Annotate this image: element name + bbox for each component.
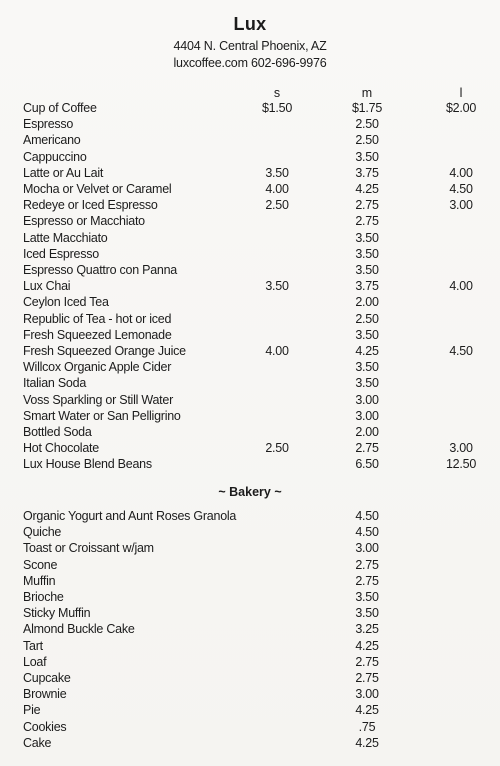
bakery-row — [0, 719, 500, 735]
price-medium: 2.50 — [355, 133, 379, 148]
bakery-row — [0, 557, 500, 573]
price-large: 4.50 — [449, 182, 473, 196]
item-price: 3.00 — [355, 687, 379, 702]
menu-row — [0, 197, 500, 213]
item-name: Brioche — [23, 590, 64, 604]
price-large: 3.00 — [449, 198, 473, 213]
item-name: Espresso — [23, 117, 74, 132]
item-name: Ceylon Iced Tea — [23, 295, 109, 310]
item-price: 4.50 — [355, 509, 379, 523]
menu-row — [0, 311, 500, 327]
bakery-row — [0, 524, 500, 540]
price-small: 3.50 — [265, 165, 289, 180]
item-name: Cappuccino — [23, 149, 87, 164]
item-name: Fresh Squeezed Orange Juice — [23, 344, 186, 358]
bakery-row — [0, 638, 500, 654]
item-name: Loaf — [23, 654, 47, 669]
menu-row — [0, 392, 500, 408]
bakery-row — [0, 573, 500, 589]
price-medium: 2.50 — [355, 117, 379, 132]
item-name: Scone — [23, 557, 58, 572]
price-medium: 3.75 — [355, 279, 379, 294]
item-name: Mocha or Velvet or Caramel — [23, 182, 172, 196]
menu-row — [0, 456, 500, 472]
column-header-medium: m — [361, 86, 373, 100]
item-price: 3.50 — [355, 606, 379, 621]
item-price: 2.75 — [355, 671, 379, 685]
price-medium: 4.25 — [355, 182, 379, 196]
item-price: 3.25 — [355, 622, 379, 637]
item-name: Cake — [23, 735, 52, 750]
menu-row — [0, 132, 500, 148]
item-price: 3.50 — [355, 590, 379, 604]
price-large: 4.00 — [449, 279, 473, 294]
item-name: Brownie — [23, 687, 67, 702]
menu-row — [0, 327, 500, 343]
price-small: 2.50 — [265, 441, 289, 456]
item-name: Americano — [23, 133, 81, 148]
item-name: Latte Macchiato — [23, 230, 108, 245]
bakery-row — [0, 540, 500, 556]
menu-row — [0, 359, 500, 375]
item-name: Iced Espresso — [23, 246, 99, 261]
item-price: 3.00 — [355, 541, 379, 556]
item-name: Republic of Tea - hot or iced — [23, 311, 172, 326]
item-name: Cupcake — [23, 671, 71, 685]
item-name: Toast or Croissant w/jam — [23, 541, 154, 556]
column-header-small: s — [273, 86, 281, 100]
price-medium: 3.50 — [355, 230, 379, 245]
item-price: 4.25 — [355, 638, 379, 653]
column-header-large: l — [459, 86, 463, 100]
bakery-row — [0, 735, 500, 751]
bakery-section-title: ~ Bakery ~ — [218, 485, 282, 499]
item-name: Lux House Blend Beans — [23, 457, 152, 472]
item-name: Organic Yogurt and Aunt Roses Granola — [23, 509, 237, 523]
item-name: Espresso or Macchiato — [23, 214, 145, 229]
price-small: 2.50 — [265, 198, 289, 213]
item-name: Sticky Muffin — [23, 606, 91, 621]
price-large: 4.50 — [449, 344, 473, 358]
price-medium: 4.25 — [355, 344, 379, 358]
price-medium: 3.50 — [355, 246, 379, 261]
price-medium: 2.00 — [355, 295, 379, 310]
menu-row — [0, 343, 500, 359]
page-title: Lux — [233, 14, 267, 34]
item-name: Tart — [23, 638, 43, 653]
bakery-row — [0, 702, 500, 718]
contact-line: luxcoffee.com 602-696-9976 — [173, 56, 327, 70]
item-name: Voss Sparkling or Still Water — [23, 392, 173, 407]
menu-row — [0, 149, 500, 165]
item-name: Hot Chocolate — [23, 441, 99, 456]
bakery-row — [0, 508, 500, 524]
item-name: Pie — [23, 703, 41, 718]
menu-row — [0, 246, 500, 262]
item-price: 2.75 — [355, 557, 379, 572]
price-medium: 2.50 — [355, 311, 379, 326]
menu-row — [0, 262, 500, 278]
bakery-row — [0, 654, 500, 670]
item-name: Muffin — [23, 573, 56, 588]
bakery-row — [0, 605, 500, 621]
menu-row — [0, 408, 500, 424]
item-name: Quiche — [23, 525, 62, 540]
menu-row — [0, 100, 500, 116]
item-name: Italian Soda — [23, 376, 87, 391]
price-small: 3.50 — [265, 279, 289, 294]
menu-row — [0, 181, 500, 197]
item-price: .75 — [358, 719, 376, 734]
item-name: Latte or Au Lait — [23, 165, 104, 180]
price-small: 4.00 — [265, 344, 289, 358]
item-name: Cookies — [23, 719, 67, 734]
bakery-row — [0, 589, 500, 605]
item-name: Almond Buckle Cake — [23, 622, 135, 637]
price-large: $2.00 — [445, 101, 477, 115]
item-name: Fresh Squeezed Lemonade — [23, 327, 172, 342]
item-name: Bottled Soda — [23, 425, 92, 439]
menu-row — [0, 165, 500, 181]
price-medium: 2.75 — [355, 214, 379, 229]
menu-row — [0, 375, 500, 391]
price-medium: 2.00 — [355, 425, 379, 439]
price-medium: 2.75 — [355, 198, 379, 213]
item-price: 2.75 — [355, 654, 379, 669]
price-medium: 3.00 — [355, 408, 379, 423]
menu-row — [0, 424, 500, 440]
item-name: Lux Chai — [23, 279, 71, 294]
item-price: 4.50 — [355, 525, 379, 540]
price-medium: 3.50 — [355, 360, 379, 375]
price-medium: 3.50 — [355, 263, 379, 277]
bakery-row — [0, 670, 500, 686]
address-line: 4404 N. Central Phoenix, AZ — [173, 39, 327, 53]
item-name: Espresso Quattro con Panna — [23, 263, 178, 277]
price-small: 4.00 — [265, 182, 289, 196]
price-large: 4.00 — [449, 165, 473, 180]
item-name: Smart Water or San Pelligrino — [23, 408, 181, 423]
bakery-row — [0, 621, 500, 637]
item-name: Cup of Coffee — [23, 101, 97, 115]
price-medium: 3.75 — [355, 165, 379, 180]
menu-row — [0, 213, 500, 229]
item-price: 2.75 — [355, 573, 379, 588]
menu-row — [0, 278, 500, 294]
menu-row — [0, 116, 500, 132]
price-medium: 3.00 — [355, 392, 379, 407]
price-small: $1.50 — [261, 101, 293, 115]
price-large: 12.50 — [445, 457, 477, 472]
item-name: Redeye or Iced Espresso — [23, 198, 158, 213]
price-medium: $1.75 — [351, 101, 383, 115]
item-price: 4.25 — [355, 703, 379, 718]
price-medium: 3.50 — [355, 149, 379, 164]
price-large: 3.00 — [449, 441, 473, 456]
menu-row — [0, 440, 500, 456]
bakery-row — [0, 686, 500, 702]
price-medium: 2.75 — [355, 441, 379, 456]
menu-row — [0, 230, 500, 246]
price-medium: 3.50 — [355, 327, 379, 342]
item-price: 4.25 — [355, 735, 379, 750]
price-medium: 6.50 — [355, 457, 379, 472]
price-medium: 3.50 — [355, 376, 379, 391]
item-name: Willcox Organic Apple Cider — [23, 360, 172, 375]
menu-row — [0, 294, 500, 310]
